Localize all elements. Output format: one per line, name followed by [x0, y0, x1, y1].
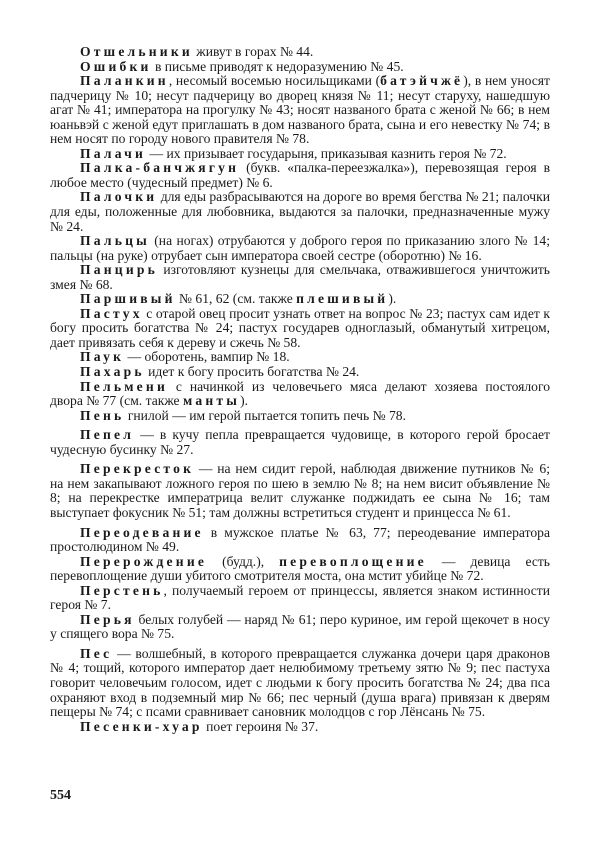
entry-text: (букв. «палка-переезжалка»), перевозящая героя в любое место (чудесный предмет) № 6.: [50, 160, 550, 190]
entry-text: ).: [388, 291, 397, 307]
entry-term: Палка-банчжягун: [80, 160, 240, 176]
entry-text: изготовляют кузнецы для смельчака, отважившегося уничтожить змея № 68.: [50, 262, 550, 292]
index-entry-pauk: [50, 350, 550, 365]
entry-text: поет героиня № 37.: [202, 718, 319, 734]
index-entry-perya: [50, 613, 550, 642]
entry-term: Паршивый: [80, 291, 176, 307]
entry-term: Перья: [80, 611, 135, 627]
entry-term: Пес: [80, 645, 113, 661]
entry-text: ), в нем уносят падчерицу № 10; несут падчерицу во дворец князя № 11; несут старуху, нашедшую агат № 41; императора на прогулку № 43; носят названого брата с женой № 66; в нем юаньвэй с женой едут приглашать в дом названого брата, сына и его невестку № 74; в нем носят по городу нового правителя № 78.: [50, 73, 550, 147]
entry-term: Ошибки: [80, 58, 152, 74]
index-entry-pen: [50, 409, 550, 424]
entry-term: Пахарь: [80, 364, 145, 380]
index-entry-pes: [50, 647, 550, 720]
entry-term: Палочки: [80, 189, 158, 205]
entry-term: Пастух: [80, 305, 143, 321]
entry-term: Паук: [80, 349, 125, 365]
entry-term: Переодевание: [80, 524, 204, 540]
entry-term: Паланкин: [80, 73, 169, 89]
entry-text: гнилой — им герой пытается топить печь № 78.: [124, 407, 406, 423]
index-entry-parshivyi: [50, 292, 550, 307]
entry-text: в мужское платье № 63, 77; переодевание императора простолюдином № 49.: [50, 524, 550, 555]
index-entry-perekrestok: [50, 462, 550, 520]
entry-term: Перерождение: [80, 553, 208, 569]
entry-term: Палачи: [80, 145, 147, 161]
index-entry-pererozhdenie: [50, 555, 550, 584]
entry-text: № 61, 62 (см. также: [175, 291, 297, 307]
index-entry-pantsir: [50, 263, 550, 292]
entry-text: для еды разбрасываются на дороге во время бегства № 21; палочки для еды, положенные для любовника, выдаются за палочки, предназначенные мужу № 24.: [50, 189, 550, 234]
entry-text: живут в горах № 44.: [192, 44, 314, 59]
page-number: 554: [50, 788, 71, 803]
entry-cross-reference: манты: [182, 393, 241, 409]
entry-text: — их призывает государыня, приказывая казнить героя № 72.: [146, 145, 507, 161]
entry-term: Перстень: [80, 582, 164, 598]
index-entry-palochki: [50, 190, 550, 234]
entry-text: , несомый восемью носильщиками (: [168, 73, 381, 89]
index-entry-pepel: [50, 428, 550, 457]
index-entry-pelmeni: [50, 380, 550, 409]
entry-text: — оборотень, вампир № 18.: [124, 349, 290, 365]
entry-text: — в кучу пепла превращается чудовище, в которого герой бросает чудесную бусинку № 27.: [50, 427, 550, 457]
entry-cross-reference: плешивый: [296, 291, 389, 307]
entry-text: с отарой овец просит узнать ответ на вопрос № 23; пастух сам идет к богу просить богатства № 24; пастух государев одноглазый, обманутый хитрецом, дает привязать себя к дереву и сжечь № 58.: [50, 305, 550, 350]
entry-text: белых голубей — наряд № 61; перо куриное, им герой щекочет в носу у спящего вора № 75.: [50, 611, 550, 642]
index-entry-palachi: [50, 147, 550, 162]
entry-text: идет к богу просить богатства № 24.: [144, 364, 360, 380]
entry-term: Пальцы: [80, 233, 150, 249]
entry-text: — девица есть перевоплощение души убитого смотрителя моста, она мстит убийце № 72.: [50, 553, 550, 584]
entry-term: Отшельники: [80, 44, 193, 59]
entry-term: Песенки-хуар: [80, 718, 203, 734]
entry-text: (будд.),: [207, 553, 280, 569]
index-entry-pakhar: [50, 365, 550, 380]
entry-term: Пень: [80, 407, 125, 423]
index-entry-persten: [50, 584, 550, 613]
index-entry-pereodevanie: [50, 526, 550, 555]
entry-text: ).: [240, 393, 249, 409]
entry-term: Панцирь: [80, 262, 159, 278]
index-entry-oshibki: [50, 60, 550, 75]
entry-spaced-term: перевоплощение: [279, 553, 427, 569]
entry-term: Перекресток: [80, 461, 195, 477]
entry-text: в письме приводят к недоразумению № 45.: [151, 58, 404, 74]
index-entry-pesenki-khuar: [50, 720, 550, 735]
entry-text: — на нем сидит герой, наблюдая движение путников № 6; на нем закапывают ложного героя по шею в землю № 8; на нем висит объявление № 8; на перекрестке императрица велит служанке поджидать ее сына № 16; там выступает фокусник № 51; там должны встретиться студент и принцесса № 61.: [50, 461, 550, 520]
index-entry-otshelniki: [50, 45, 550, 60]
index-entry-paltsy: [50, 234, 550, 263]
entry-term: Пельмени: [80, 378, 168, 394]
entry-text: — волшебный, в которого превращается служанка дочери царя драконов № 4; тощий, которого император дает нелюбимому третьему зятю № 9; пес пастуха говорит человечьим голосом, идет с людьми к богу просить богатства № 24; два пса охраняют вход в подземный мир № 66; пес черный (душа врага) привязан к дверям пещеры № 74; с псами сравнивает сановник молодцов с гор Лёнсань № 75.: [50, 645, 550, 720]
entry-spaced-term: батэйчжё: [380, 73, 464, 89]
entry-text: с начинкой из человечьего мяса делают хозяева постоялого двора № 77 (см. также: [50, 378, 550, 409]
entry-text: , получаемый героем от принцессы, является знаком истинности героя № 7.: [50, 582, 550, 613]
index-entry-palankin: [50, 74, 550, 147]
index-page: [50, 45, 550, 734]
index-entry-palka: [50, 161, 550, 190]
index-entry-pastukh: [50, 307, 550, 351]
entry-text: (на ногах) отрубаются у доброго героя по приказанию злого № 14; пальцы (на руке) отрубает сын императора своей сестре (оборотню) № 16.: [50, 233, 550, 263]
entry-term: Пепел: [80, 427, 135, 443]
